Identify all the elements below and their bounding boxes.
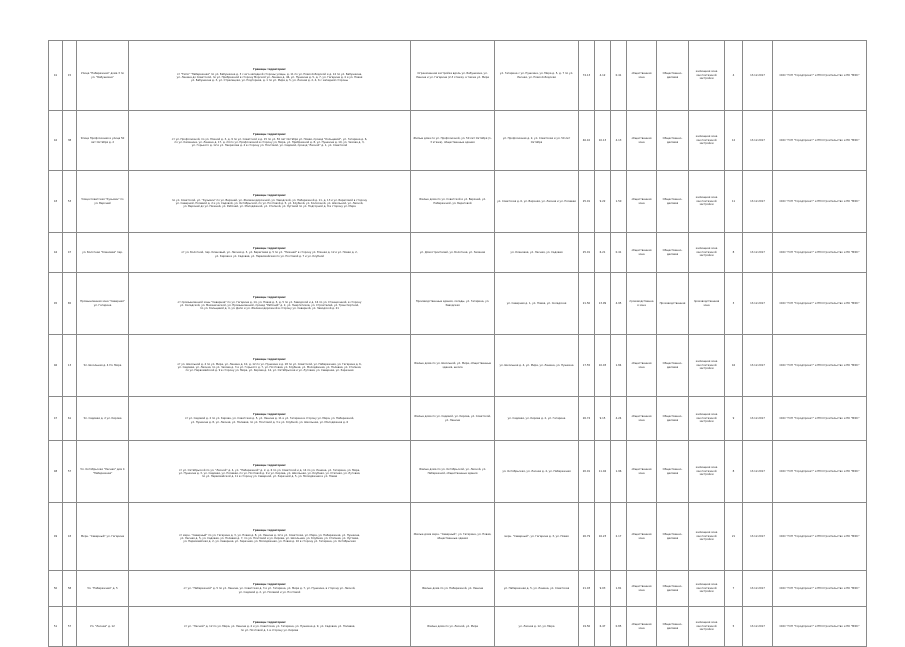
zone-function: Общественно-деловая	[657, 111, 689, 171]
area-total: 26.74	[579, 397, 595, 441]
object-name: Улица Профсоюзная и улица 50 лет Октября д. 2	[77, 111, 129, 171]
boundary-line: ул. Северной, Полевой д. 2 и ул. Садовой, ул. Октябрьской, по ул. Почтовой д. 5, ул. Клубной, ул. Колхозной, ул. Школьной, ул. Лесной,	[175, 202, 364, 205]
zone-function: Общественно-деловая	[657, 171, 689, 233]
count: 8	[725, 441, 743, 503]
boundary-description	[129, 273, 411, 335]
row-number: 41	[49, 41, 63, 111]
zone-function: Общественно-деловая	[657, 41, 689, 111]
area-free: 4.24	[611, 397, 627, 441]
existing-buildings: Жилые дома по ул. Профсоюзной, ул. 50 лет Октября (1-3 этажа), общественные здания	[411, 111, 495, 171]
boundary-description	[129, 441, 411, 503]
planned-objects: ул. Октябрьская, ул. Лесная д. 4, ул. Набережная	[495, 441, 579, 503]
boundary-line: по ул. Советской, ул. "Кузьмин" по ул. Верхней, ул. Железнодорожной, ул. Заводской, ул. Набережной д. 11, д. 13 и ул. Береговой в сторону	[171, 198, 368, 202]
area-total: 21.03	[579, 571, 595, 607]
boundary-description	[129, 503, 411, 571]
table-body	[49, 41, 867, 647]
area-built: 16.23	[595, 503, 611, 571]
boundary-line: ул. Горького д. 12 и ул. Некрасова д. 4 в сторону ул. Почтовой, ул. Садовой, проезд "Лесной" д. 1, ул. Советской	[191, 144, 348, 148]
zone-planned: жилищная зона многоэтажной застройки	[689, 397, 725, 441]
date: 13.12.2017	[743, 111, 773, 171]
existing-buildings: ул. Домостроителей, ул. Болотная, ул. Зеленая	[411, 233, 495, 273]
boundary-line: по ул. Почтовой д. 1 в сторону ул. Кирова	[240, 628, 299, 632]
existing-buildings: Жилые дома по ул. Лесной, ул. Мира	[411, 607, 495, 647]
zone-planned: производственная зона	[689, 273, 725, 335]
planned-objects: ул. Профсоюзная д. 2, ул. Советская и ул. 50 лет Октября	[495, 111, 579, 171]
date: 13.12.2017	[743, 233, 773, 273]
row-number: 45	[49, 273, 63, 335]
object-name: Улица "Набережная" дома 3 по ул. "Бабушкина"	[77, 41, 129, 111]
table-row	[49, 397, 867, 441]
boundary-line: от "Типа" "Набережная" по ул. Бабушкина д. 3 с юго-западной стороны улицы, д. 11 по ул. Новослободской и д. 14 по ул. Бабушкина,	[176, 72, 363, 76]
boundary-description	[129, 41, 411, 111]
row-id: 15	[63, 41, 77, 111]
boundary-line: от ул. "Набережной" д. 5 по ул. Ленина, ул. Советская д. 3 и ул. Гагарина, ул. Мира д. 7, ул. Пушкина, в сторону ул. Лесной,	[183, 587, 356, 591]
row-number: 44	[49, 233, 63, 273]
row-number: 42	[49, 111, 63, 171]
boundary-description	[129, 607, 411, 647]
row-number: 47	[49, 397, 63, 441]
boundary-description	[129, 335, 411, 397]
existing-buildings: Производственные здания, склады, ул. Гагарина, ул. Заводская	[411, 273, 495, 335]
row-number: 51	[49, 607, 63, 647]
count: 3	[725, 273, 743, 335]
boundary-line: по ул. Кольцевой д. 4, ул. Депо и ул. Железнодорожной в сторону ул. Северной, ул. Заводской д. 21	[200, 307, 339, 311]
table-row	[49, 111, 867, 171]
zone-type: общественная зона	[627, 41, 657, 111]
area-free: 1.96	[611, 441, 627, 503]
table-row	[49, 441, 867, 503]
row-number: 48	[49, 441, 63, 503]
owner: ООО "ГСП "Городпроект" и ПМ Строительство и ПК "МФС"	[773, 571, 867, 607]
zone-function: Общественно-деловая	[657, 397, 689, 441]
zone-type: производственная зона	[627, 273, 657, 335]
data-table	[48, 40, 867, 647]
owner: ООО "ГСП "Городпроект" и ПМ Строительство и ПК "МФС"	[773, 607, 867, 647]
owner: ООО "ГСП "Городпроект" и ПМ Строительство и ПК "МФС"	[773, 171, 867, 233]
area-built: 11.04	[595, 441, 611, 503]
date: 13.12.2017	[743, 41, 773, 111]
boundary-heading: Границы территории:	[253, 246, 286, 250]
area-free: 1.84	[611, 335, 627, 397]
boundary-heading: Границы территории:	[253, 529, 286, 533]
table-row	[49, 171, 867, 233]
date: 13.12.2017	[743, 335, 773, 397]
zone-function: Производственная	[657, 273, 689, 335]
planned-objects: мкрн. "Северный", ул. Гагарина д. 3, ул. Новая	[495, 503, 579, 571]
zone-type: общественная зона	[627, 607, 657, 647]
object-name: Промышленная зона "Северная" ул. Гагарина	[77, 273, 129, 335]
area-total: 74.13	[579, 41, 595, 111]
zone-planned: жилищная зона многоэтажной застройки	[689, 111, 725, 171]
boundary-description	[129, 171, 411, 233]
zone-planned: жилищная зона многоэтажной застройки	[689, 441, 725, 503]
boundary-line: по ул. Первомайской д. 9 в сторону ул. Мира, ул. Кирова д. 14, ул. Октябрьская и ул. Луговая, ул. Северная, ул. Заречная	[185, 369, 354, 373]
row-id: 61	[63, 397, 77, 441]
boundary-line: ул. Первомайская д. 2, ул. Северная, ул. Заречная, ул. Молодёжная, ул. Новая д. 10 в сторону ул. Гагарина, ул. Октябрьская	[183, 540, 356, 544]
zone-planned: жилищная зона многоэтажной застройки	[689, 233, 725, 273]
boundary-line: от ул. Болотной, пер. Кленовый, ул. Лесная д. 3, ул. Береговая д. 5 по ул. "Нижней" в сторону ул. Южная д. 12 и ул. Новая д. 2,	[181, 251, 358, 255]
boundary-description	[129, 111, 411, 171]
boundary-heading: Границы территории:	[253, 582, 286, 586]
count: 5	[725, 607, 743, 647]
count: 8	[725, 233, 743, 273]
boundary-line: ул. Верхней до ул. Нижней, ул. Рабочей, ул. Молодёжной, ул. Степной, ул. Луговой по ул. Подгорной д. 8 в сторону ул. Мира	[183, 205, 356, 209]
table-row	[49, 503, 867, 571]
area-built: 10.13	[595, 111, 611, 171]
boundary-line: ул. Бабушкина д. 3, ул. Стрелецкая, ул. Подгорная, д. 1 по ул. Мира д. 5, ул. Лесная д. 2, 4, 6 с западной стороны	[190, 79, 349, 83]
owner: ООО "ГСП "Городпроект" и ПМ Строительство и ПК "МФС"	[773, 111, 867, 171]
area-built: 6.47	[595, 607, 611, 647]
boundary-line: от ул. Школьной д. 4 по ул. Мира, ул. Ленина д. 10, д. 12 по ул. Пушкина и д. 18 по ул. Советской, ул. Набережная, ул. Гагарина д. 6,	[177, 362, 362, 366]
boundary-heading: Границы территории:	[253, 464, 286, 468]
area-free: 0.85	[611, 607, 627, 647]
boundary-heading: Границы территории:	[253, 412, 286, 416]
existing-buildings: Жилые дома по ул. Школьной, ул. Мира, общественные здания, школа	[411, 335, 495, 397]
boundary-description	[129, 571, 411, 607]
boundary-heading: Границы территории:	[253, 620, 286, 624]
table-row	[49, 607, 867, 647]
boundary-line: от ул. Профсоюзной, по ул. Южной д. 3, д. 9 по ул. Советской и д. 15 по ул. 50 лет Октября ул. Новая, проезд "Кольцевой", ул. Гагарина д. 6,	[171, 137, 368, 141]
object-name: Ул. Октябрьская "Лесная" дом 4 "Набережная"	[77, 441, 129, 503]
row-id: 47	[63, 233, 77, 273]
owner: ООО "ГСП "Городпроект" и ПМ Строительство и ПК "МФС"	[773, 335, 867, 397]
zone-planned: жилищная зона многоэтажной застройки	[689, 171, 725, 233]
area-total: 21.50	[579, 273, 595, 335]
existing-buildings: Жилые дома по ул. Октябрьской, ул. Лесной, ул. Набережной, общественные здания	[411, 441, 495, 503]
area-free: 1.50	[611, 171, 627, 233]
owner: ООО "ГСП "Городпроект" и ПМ Строительство и ПК "МФС"	[773, 441, 867, 503]
count: 9	[725, 397, 743, 441]
zone-planned: жилищная зона многоэтажной застройки	[689, 503, 725, 571]
area-free: 0.41	[611, 41, 627, 111]
zone-type: общественная зона	[627, 503, 657, 571]
zone-function: Общественно-деловая	[657, 335, 689, 397]
boundary-line: ул. Пушкина д. 8, ул. Лесная, ул. Полевая, по ул. Почтовой д. 3 и ул. Клубной, ул. Школьная, ул. Молодёжная д. 6	[190, 420, 349, 424]
zone-type: общественная зона	[627, 233, 657, 273]
boundary-line: ул. Кирова и ул. Садовая, ул. Первомайская по ул. Почтовой д. 7 и ул. Клубной	[215, 254, 324, 258]
row-id: 57	[63, 441, 77, 503]
row-id: 58	[63, 571, 77, 607]
zone-function: Общественно-деловая	[657, 233, 689, 273]
boundary-line: от ул. Садовой д. 2 по ул. Кирова, ул. Советская д. 5, ул. Ленина д. 11 и ул. Гагарина в сторону ул. Мира, ул. Набережной,	[184, 417, 355, 421]
zone-type: общественная зона	[627, 111, 657, 171]
count: 4	[725, 41, 743, 111]
area-built: 9.22	[595, 171, 611, 233]
planned-objects: ул. Северная д. 1, ул. Новая, ул. Складская	[495, 273, 579, 335]
planned-objects: ул. Школьная д. 4, ул. Мира, ул. Ленина, ул. Пушкина	[495, 335, 579, 397]
area-built: 10.03	[595, 335, 611, 397]
existing-buildings: Жилые дома по ул. Советской и ул. Верхней, ул. Набережной, ул. Береговой	[411, 171, 495, 233]
table-row	[49, 233, 867, 273]
zone-planned: жилищная зона многоэтажной застройки	[689, 571, 725, 607]
area-free: 4.95	[611, 273, 627, 335]
area-total: 20.01	[579, 441, 595, 503]
area-free: 1.81	[611, 571, 627, 607]
boundary-heading: Границы территории:	[253, 296, 286, 300]
boundary-heading: Границы территории:	[253, 358, 286, 362]
existing-buildings: Ограниченная застройка вдоль ул. Бабушкина, ул. Ленина и ул. Гагарина (2-3 этажа), а также ул. Мира	[411, 41, 495, 111]
area-built: 9.15	[595, 397, 611, 441]
boundary-line: ул. Садовой д. 2, ул. Полевой и ул. Почтовой	[238, 590, 301, 594]
area-free: 2.17	[611, 503, 627, 571]
zone-planned: жилищная зона многоэтажной застройки	[689, 335, 725, 397]
boundary-heading: Границы территории:	[253, 133, 286, 137]
boundary-line: ул. Лесная д. 5, ул. Садовая, ул. Полевая д. 7, по ул. Почтовой и ул. Кирова, ул. Школьная, ул. Клубная, ул. Степная, ул. Луговая,	[180, 537, 359, 540]
zone-type: общественная зона	[627, 397, 657, 441]
boundary-description	[129, 397, 411, 441]
boundary-heading: Границы территории:	[253, 68, 286, 72]
zone-function: Общественно-деловая	[657, 607, 689, 647]
planned-objects: ул. Кленовая, ул. Лесная, ул. Садовая	[495, 233, 579, 273]
object-name: Улица Советская "Кузьмин" по ул. Верхней	[77, 171, 129, 233]
area-built: 13.99	[595, 273, 611, 335]
zone-function: Общественно-деловая	[657, 503, 689, 571]
zone-planned: жилищная зона многоэтажной застройки	[689, 607, 725, 647]
object-name: Мкрн. "Северный" ул. Гагарина	[77, 503, 129, 571]
area-total: 25.01	[579, 171, 595, 233]
area-total: 25.01	[579, 233, 595, 273]
boundary-line: ул. Садовая, ул. Лесная, по ул. Чехова д. 3 и ул. Горького д. 7, ул. Почтовая, ул. Клубная, ул. Молодёжная, ул. Полевая, ул. Степная,	[177, 366, 362, 369]
zone-type: общественная зона	[627, 171, 657, 233]
area-built: 6.21	[595, 233, 611, 273]
planned-objects: ул. Гагарина с ул. Пушкина, ул. Мира д. 5, д. 7 по ул. Лесная, ул. Новослободская	[495, 41, 579, 111]
row-id: 65	[63, 273, 77, 335]
area-total: 17.55	[579, 335, 595, 397]
date: 13.12.2017	[743, 397, 773, 441]
boundary-heading: Границы территории:	[253, 194, 286, 198]
boundary-line: от ул. Октябрьской по ул. "Лесной" д. 4, ул. "Набережной" д. 2, д. 6 по ул. Советской и д. 14 по ул. Ленина, ул. Гагарина, ул. Мира,	[178, 468, 361, 472]
object-name: Ул. "Набережная" д. 5	[77, 571, 129, 607]
area-total: 26.79	[579, 503, 595, 571]
area-total: 19.50	[579, 607, 595, 647]
zone-function: Общественно-деловая	[657, 441, 689, 503]
area-total: 46.10	[579, 111, 595, 171]
row-number: 46	[49, 335, 63, 397]
zone-type: общественная зона	[627, 335, 657, 397]
boundary-line: ул. Ленина до Советской, по ул. Прибрежной в сторону Морской ул. Ленина д. 46, ул. Пушкина д. 5, д. 7, ул. Гагарина д. 4 и ул. Новая	[176, 76, 363, 79]
object-name: ул. Болотная "Кленовая" пер.	[77, 233, 129, 273]
area-free: 0.41	[611, 233, 627, 273]
owner: ООО "ГСП "Городпроект" и ПМ Строительство и ПК "МФС"	[773, 233, 867, 273]
count: 16	[725, 335, 743, 397]
planned-objects: ул. Садовая, ул. Кирова д. 2, ул. Гагарина	[495, 397, 579, 441]
zone-type: общественная зона	[627, 571, 657, 607]
table-row	[49, 41, 867, 111]
row-id: 38	[63, 111, 77, 171]
row-number: 50	[49, 571, 63, 607]
owner: ООО "ГСП "Городпроект" и ПМ Строительство и ПК "МФС"	[773, 397, 867, 441]
row-number: 49	[49, 503, 63, 571]
date: 13.12.2017	[743, 171, 773, 233]
planned-objects: ул. Советская д. 6, ул. Верхняя, ул. Лесная и ул. Полевая	[495, 171, 579, 233]
count: 12	[725, 111, 743, 171]
object-name: Ул. "Лесная" д. 12	[77, 607, 129, 647]
planned-objects: ул. Набережная д. 5, ул. Ленина, ул. Советская	[495, 571, 579, 607]
area-built: 9.03	[595, 571, 611, 607]
owner: ООО "ГСП "Городпроект" и ПМ Строительство и ПК "МФС"	[773, 273, 867, 335]
existing-buildings: Жилые дома мкрн. "Северный", ул. Гагарина, ул. Новая, общественные здания	[411, 503, 495, 571]
table-row	[49, 273, 867, 335]
row-id: 53	[63, 171, 77, 233]
object-name: Ул. Садовая д. 2 ул. Кирова	[77, 397, 129, 441]
owner: ООО "ГСП "Городпроект" и ПМ Строительство и ПК "МФС"	[773, 503, 867, 571]
count: 7	[725, 571, 743, 607]
date: 13.12.2017	[743, 503, 773, 571]
boundary-line: от промышленной зоны "Северная" по ул. Гагарина д. 14, ул. Новая д. 3, д. 5 по ул. Заводской и д. 16 по ул. Станционной, в сторону	[177, 300, 362, 304]
existing-buildings: Жилые дома по ул. Набережной, ул. Ленина	[411, 571, 495, 607]
table-row	[49, 571, 867, 607]
date: 13.12.2017	[743, 441, 773, 503]
area-built: 4.12	[595, 41, 611, 111]
boundary-line: по ул. Калинина, ул. Ленина д. 17, д. 24 по ул. Профсоюзной в сторону ул. Мира, ул. Прибрежной д. 8, ул. Пушкина д. 10, ул. Чехова д. 3,	[174, 141, 365, 144]
row-id: 13	[63, 335, 77, 397]
zone-type: общественная зона	[627, 441, 657, 503]
row-id: 43	[63, 503, 77, 571]
count: 11	[725, 171, 743, 233]
planned-objects: ул. Лесная д. 12, ул. Мира	[495, 607, 579, 647]
area-free: 4.13	[611, 111, 627, 171]
zone-function: Общественно-деловая	[657, 571, 689, 607]
date: 13.12.2017	[743, 273, 773, 335]
object-name: Ул. Школьная д. 4 Ул. Мира	[77, 335, 129, 397]
boundary-line: от мкрн. "Северный" по ул. Гагарина д. 3, ул. Новая д. 8, ул. Ленина д. 12 и ул. Советская, ул. Мира, ул. Набережная, ул. Пушкина,	[178, 533, 361, 537]
existing-buildings: Жилые дома по ул. Садовой, ул. Кирова, ул. Советской, ул. Ленина	[411, 397, 495, 441]
count: 21	[725, 503, 743, 571]
boundary-line: по ул. Первомайской д. 11 в сторону ул. Северной, ул. Заречной д. 5, ул. Молодёжная и ул. Новая	[201, 475, 338, 479]
table-row	[49, 335, 867, 397]
boundary-line: ул. Пушкина д. 3, ул. Садовая, ул. Полевая, по ул. Почтовой д. 9 и ул. Кирова, ул. Школьная, ул. Клубная, ул. Степная, ул. Луговая,	[178, 472, 361, 475]
row-number: 43	[49, 171, 63, 233]
date: 13.12.2017	[743, 607, 773, 647]
boundary-description	[129, 233, 411, 273]
zone-planned: жилищная зона многоэтажной застройки	[689, 41, 725, 111]
owner: ООО "ГСП "Городпроект" и ПМ Строительство и ПК "МФС"	[773, 41, 867, 111]
row-id: 57	[63, 607, 77, 647]
boundary-line: от ул. "Лесной" д. 12 по ул. Мира, ул. Ленина д. 4 и ул. Советская, ул. Гагарина, ул. Пушкина д. 9, ул. Садовая, ул. Полевая,	[183, 625, 356, 629]
boundary-line: ул. Складской, ул. Механической, ул. Промышленной, проезд "Рабочий" д. 2, ул. Энергетиков, ул. Строителей, ул. Транспортной,	[180, 304, 359, 307]
date: 13.12.2017	[743, 571, 773, 607]
